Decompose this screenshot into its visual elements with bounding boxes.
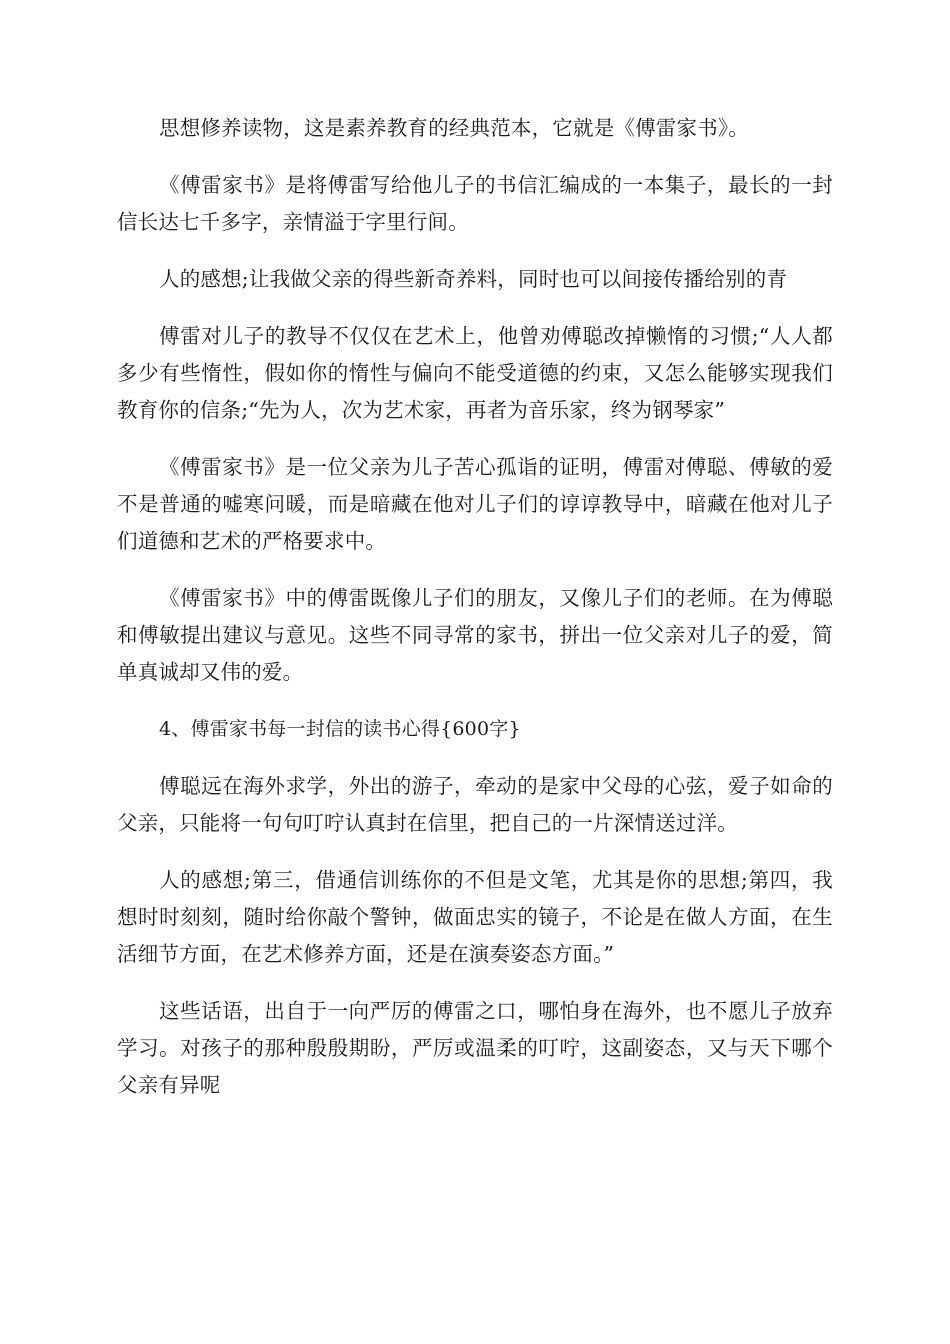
paragraph-9: 这些话语，出自于一向严厉的傅雷之口，哪怕身在海外，也不愿儿子放弃学习。对孩子的那种殷殷期盼，严厉或温柔的叮咛，这副姿态，又与天下哪个父亲有异呢: [117, 999, 833, 1097]
paragraph-8: 人的感想;第三，借通信训练你的不但是文笔，尤其是你的思想;第四，我想时时刻刻，随时给你敲个警钟，做面忠实的镜子，不论是在做人方面，在生活细节方面，在艺术修养方面，还是在演奏姿态方面。”: [117, 868, 833, 966]
paragraph-3: 人的感想;让我做父亲的得些新奇养料，同时也可以间接传播给别的青: [159, 267, 788, 291]
paragraph-7: 傅聪远在海外求学，外出的游子，牵动的是家中父母的心弦，爱子如命的父亲，只能将一句句叮咛认真封在信里，把自己的一片深情送过洋。: [117, 774, 833, 835]
paragraph-5: 《傅雷家书》是一位父亲为儿子苦心孤诣的证明，傅雷对傅聪、傅敏的爱不是普通的嘘寒问暖，而是暗藏在他对儿子们的谆谆教导中，暗藏在他对儿子们道德和艺术的严格要求中。: [117, 455, 833, 553]
paragraph-2: 《傅雷家书》是将傅雷写给他儿子的书信汇编成的一本集子，最长的一封信长达七千多字，亲情溢于字里行间。: [117, 173, 833, 234]
document-body: [117, 110, 833, 1124]
paragraph-1: 思想修养读物，这是素养教育的经典范本，它就是《傅雷家书》。: [159, 116, 750, 140]
paragraph-4: 傅雷对儿子的教导不仅仅在艺术上，他曾劝傅聪改掉懒惰的习惯;“人人都多少有些惰性，假如你的惰性与偏向不能受道德的约束，又怎么能够实现我们教育你的信条;“先为人，次为艺术家，再者为音乐家，终为钢琴家”: [117, 324, 833, 422]
section-heading: 4、傅雷家书每一封信的读书心得{600字}: [159, 718, 521, 740]
paragraph-6: 《傅雷家书》中的傅雷既像儿子们的朋友，又像儿子们的老师。在为傅聪和傅敏提出建议与意见。这些不同寻常的家书，拼出一位父亲对儿子的爱，简单真诚却又伟的爱。: [117, 586, 833, 684]
